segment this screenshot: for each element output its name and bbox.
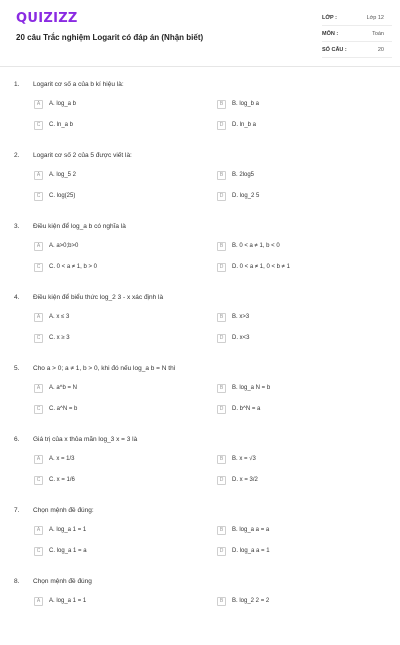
question-list [0, 67, 400, 645]
question-item [0, 219, 400, 290]
question-header [14, 294, 386, 301]
meta-key: LỚP : [322, 14, 337, 21]
option-text: D. b^N = a [232, 406, 261, 412]
option-text: C. x ≥ 3 [49, 335, 70, 341]
answer-option[interactable] [217, 524, 385, 536]
question-text: Logarit cơ số a của b kí hiệu là: [33, 81, 124, 88]
option-text: B. x = √3 [232, 456, 256, 462]
option-letter-box: B [217, 242, 226, 251]
question-text: Điều kiện để biểu thức log_2 3 - x xác định là [33, 294, 164, 301]
option-text: B. 0 < a ≠ 1, b < 0 [232, 243, 280, 249]
answer-option[interactable] [217, 169, 385, 181]
option-letter-box: D [217, 334, 226, 343]
option-letter-box: D [217, 263, 226, 272]
option-letter-box: A [34, 384, 43, 393]
option-letter-box: D [217, 192, 226, 201]
option-text: A. log_a 1 = 1 [49, 598, 87, 604]
answer-option[interactable] [217, 261, 385, 273]
option-letter-box: C [34, 263, 43, 272]
option-letter-box: C [34, 192, 43, 201]
option-letter-box: D [217, 121, 226, 130]
option-letter-box: D [217, 405, 226, 414]
answer-option[interactable] [34, 332, 202, 344]
question-header [14, 436, 386, 443]
option-letter-box: D [217, 476, 226, 485]
answer-option[interactable] [34, 545, 202, 557]
option-text: D. ln_b a [232, 122, 257, 128]
option-letter-box: C [34, 405, 43, 414]
option-text: C. a^N = b [49, 406, 78, 412]
question-item [0, 574, 400, 645]
answer-option[interactable] [34, 474, 202, 486]
answer-option[interactable] [34, 261, 202, 273]
quizizz-logo: QUIZIZZ [16, 11, 78, 26]
question-header [14, 223, 386, 230]
answer-option[interactable] [217, 311, 385, 323]
question-item [0, 432, 400, 503]
answer-option[interactable] [217, 403, 385, 415]
answer-option[interactable] [217, 453, 385, 465]
option-text: B. x>3 [232, 314, 250, 320]
answer-option[interactable] [34, 453, 202, 465]
question-header [14, 507, 386, 514]
answer-option[interactable] [34, 190, 202, 202]
option-letter-box: A [34, 313, 43, 322]
option-letter-box: B [217, 100, 226, 109]
question-item [0, 361, 400, 432]
meta-key: SỐ CÂU : [322, 46, 347, 53]
answer-option[interactable] [217, 98, 385, 110]
option-letter-box: A [34, 597, 43, 606]
option-text: A. log_a 1 = 1 [49, 527, 87, 533]
option-letter-box: A [34, 100, 43, 109]
option-text: C. 0 < a ≠ 1, b > 0 [49, 264, 97, 270]
question-number: 8. [14, 578, 20, 585]
meta-value: Toán [372, 30, 384, 37]
question-text: Cho a > 0; a ≠ 1, b > 0, khi đó nếu log_a b = N thì [33, 365, 176, 372]
meta-row-subject [322, 26, 392, 42]
answer-option[interactable] [34, 595, 202, 607]
meta-row-class [322, 10, 392, 26]
option-text: A. x ≤ 3 [49, 314, 70, 320]
option-text: D. log_a a = 1 [232, 548, 270, 554]
answer-option[interactable] [217, 119, 385, 131]
answer-option[interactable] [217, 332, 385, 344]
option-letter-box: B [217, 526, 226, 535]
option-text: A. log_a b [49, 101, 77, 107]
option-letter-box: B [217, 171, 226, 180]
question-text: Điều kiện để log_a b có nghĩa là [33, 223, 126, 230]
option-letter-box: B [217, 597, 226, 606]
option-text: B. 2log5 [232, 172, 255, 178]
option-text: A. x = 1/3 [49, 456, 75, 462]
option-letter-box: B [217, 313, 226, 322]
question-text: Chọn mệnh đề đúng: [33, 507, 94, 514]
option-text: B. log_a N = b [232, 385, 271, 391]
option-letter-box: B [217, 455, 226, 464]
option-text: C. log(25) [49, 193, 76, 199]
document-title: 20 câu Trắc nghiệm Logarit có đáp án (Nhận biết) [16, 33, 204, 42]
answer-option[interactable] [217, 595, 385, 607]
question-number: 5. [14, 365, 20, 372]
option-text: C. ln_a b [49, 122, 74, 128]
question-number: 4. [14, 294, 20, 301]
answer-option[interactable] [217, 240, 385, 252]
question-number: 7. [14, 507, 20, 514]
document-header [0, 0, 400, 67]
meta-value: Lớp 12 [366, 14, 384, 21]
option-text: D. 0 < a ≠ 1, 0 < b ≠ 1 [232, 264, 290, 270]
answer-option[interactable] [217, 545, 385, 557]
option-text: C. x = 1/6 [49, 477, 75, 483]
option-text: D. log_2 5 [232, 193, 260, 199]
meta-value: 20 [377, 46, 384, 53]
question-header [14, 365, 386, 372]
answer-option[interactable] [34, 98, 202, 110]
option-text: A. log_5 2 [49, 172, 77, 178]
question-header [14, 152, 386, 159]
meta-row-count [322, 42, 392, 58]
option-letter-box: C [34, 476, 43, 485]
answer-option[interactable] [34, 524, 202, 536]
question-number: 3. [14, 223, 20, 230]
option-letter-box: A [34, 526, 43, 535]
question-item [0, 148, 400, 219]
meta-info [322, 10, 392, 58]
question-header [14, 578, 386, 585]
question-item [0, 290, 400, 361]
question-number: 6. [14, 436, 20, 443]
answer-option[interactable] [217, 190, 385, 202]
question-text: Chọn mệnh đề đúng [33, 578, 92, 585]
answer-option[interactable] [34, 169, 202, 181]
option-letter-box: C [34, 334, 43, 343]
option-text: B. log_2 2 = 2 [232, 598, 270, 604]
option-text: B. log_b a [232, 101, 260, 107]
option-text: D. x = 3/2 [232, 477, 258, 483]
question-text: Logarit cơ số 2 của 5 được viết là: [33, 152, 132, 159]
option-text: D. x<3 [232, 335, 250, 341]
option-text: A. a>0;b>0 [49, 243, 79, 249]
answer-option[interactable] [34, 311, 202, 323]
question-item [0, 77, 400, 148]
option-text: A. a^b = N [49, 385, 77, 391]
option-text: B. log_a a = a [232, 527, 270, 533]
answer-option[interactable] [217, 382, 385, 394]
option-letter-box: A [34, 171, 43, 180]
option-letter-box: A [34, 455, 43, 464]
option-letter-box: B [217, 384, 226, 393]
answer-option[interactable] [34, 403, 202, 415]
meta-key: MÔN : [322, 30, 339, 37]
question-header [14, 81, 386, 88]
question-number: 1. [14, 81, 20, 88]
option-letter-box: D [217, 547, 226, 556]
option-letter-box: C [34, 547, 43, 556]
option-letter-box: C [34, 121, 43, 130]
option-text: C. log_a 1 = a [49, 548, 87, 554]
answer-option[interactable] [34, 240, 202, 252]
answer-option[interactable] [217, 474, 385, 486]
question-item [0, 503, 400, 574]
option-letter-box: A [34, 242, 43, 251]
question-number: 2. [14, 152, 20, 159]
answer-option[interactable] [34, 119, 202, 131]
answer-option[interactable] [34, 382, 202, 394]
question-text: Giá trị của x thỏa mãn log_3 x = 3 là [33, 436, 138, 443]
